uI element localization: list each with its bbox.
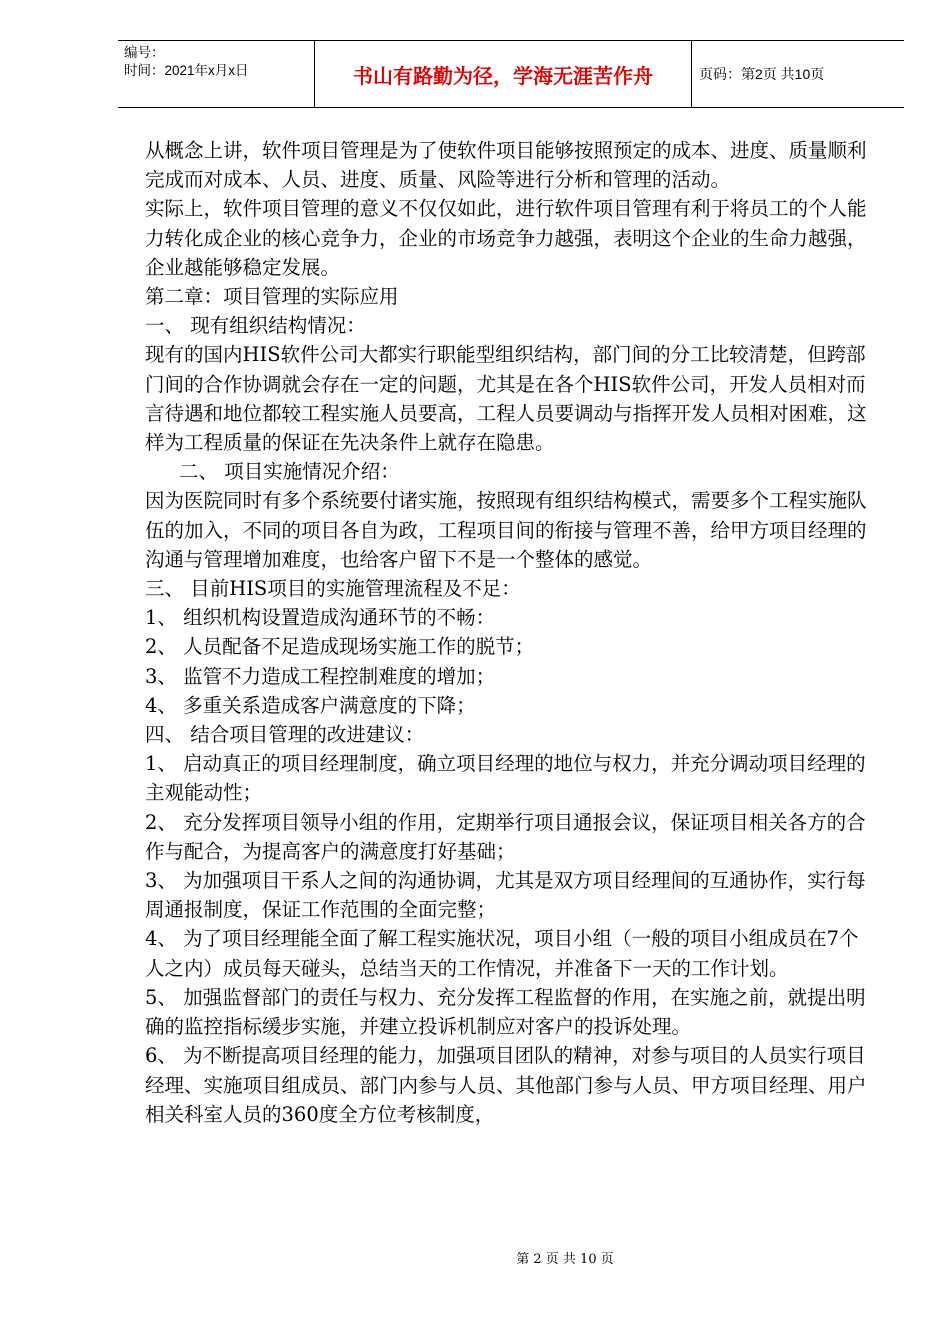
number-label: 编号： [124, 45, 165, 60]
section-heading: 三、 目前HIS项目的实施管理流程及不足： [145, 577, 521, 601]
list-item: 1、 启动真正的项目经理制度，确立项目经理的地位与权力，并充分调动项目经理的主观能动性； [145, 752, 866, 805]
paragraph: 从概念上讲，软件项目管理是为了使软件项目能够按照预定的成本、进度、质量顺利完成而对成本、人员、进度、质量、风险等进行分析和管理的活动。 [145, 139, 867, 192]
page-header [118, 40, 904, 108]
list-item: 4、 为了项目经理能全面了解工程实施状况，项目小组（一般的项目小组成员在7个人之内）成员每天碰头，总结当天的工作情况，并准备下一天的工作计划。 [145, 927, 859, 980]
list-item: 2、 充分发挥项目领导小组的作用，定期举行项目通报会议，保证项目相关各方的合作与配合，为提高客户的满意度打好基础； [145, 810, 866, 863]
header-motto: 书山有路勤为径，学海无涯苦作舟 [314, 41, 692, 107]
list-item: 1、 组织机构设置造成沟通环节的不畅： [145, 606, 496, 630]
list-item: 6、 为不断提高项目经理的能力，加强项目团队的精神，对参与项目的人员实行项目经理、实施项目组成员、部门内参与人员、其他部门参与人员、甲方项目经理、用户相关科室人员的360度全方位考核制度， [145, 1044, 867, 1126]
paragraph: 现有的国内HIS软件公司大都实行职能型组织结构，部门间的分工比较清楚，但跨部门间的合作协调就会存在一定的问题，尤其是在各个HIS软件公司，开发人员相对而言待遇和地位都较工程实施人员要高，工程人员要调动与指挥开发人员相对困难，这样为工程质量的保证在先决条件上就存在隐患。 [145, 343, 867, 455]
paragraph: 因为医院同时有多个系统要付诸实施，按照现有组织结构模式，需要多个工程实施队伍的加入，不同的项目各自为政，工程项目间的衔接与管理不善，给甲方项目经理的沟通与管理增加难度，也给客户留下不是一个整体的感觉。 [145, 489, 867, 571]
paragraph: 实际上，软件项目管理的意义不仅仅如此，进行软件项目管理有利于将员工的个人能力转化成企业的核心竞争力，企业的市场竞争力越强，表明这个企业的生命力越强，企业越能够稳定发展。 [145, 197, 867, 279]
section-heading: 一、 现有组织结构情况： [145, 314, 366, 338]
list-item: 5、 加强监督部门的责任与权力、充分发挥工程监督的作用，在实施之前，就提出明确的监控指标缓步实施，并建立投诉机制应对客户的投诉处理。 [145, 985, 866, 1039]
list-item: 3、 监管不力造成工程控制难度的增加； [145, 664, 496, 688]
header-meta [118, 41, 314, 107]
list-item: 4、 多重关系造成客户满意度的下降； [145, 693, 476, 717]
section-heading: 二、 项目实施情况介绍： [179, 460, 400, 484]
header-page-label: 页码：第2页 共10页 [699, 66, 825, 82]
document-body [145, 136, 870, 1129]
list-item: 3、 为加强项目干系人之间的沟通协调，尤其是双方项目经理间的互通协作，实行每周通报制度，保证工作范围的全面完整； [145, 869, 866, 922]
section-heading: 四、 结合项目管理的改进建议： [145, 723, 425, 747]
list-item: 2、 人员配备不足造成现场实施工作的脱节； [145, 635, 535, 659]
footer-page-number: 第 2 页 共 10 页 [516, 1252, 614, 1267]
page-footer [0, 1248, 950, 1267]
chapter-heading: 第二章：项目管理的实际应用 [145, 285, 399, 309]
time-label: 时间：2021年x月x日 [124, 63, 249, 78]
